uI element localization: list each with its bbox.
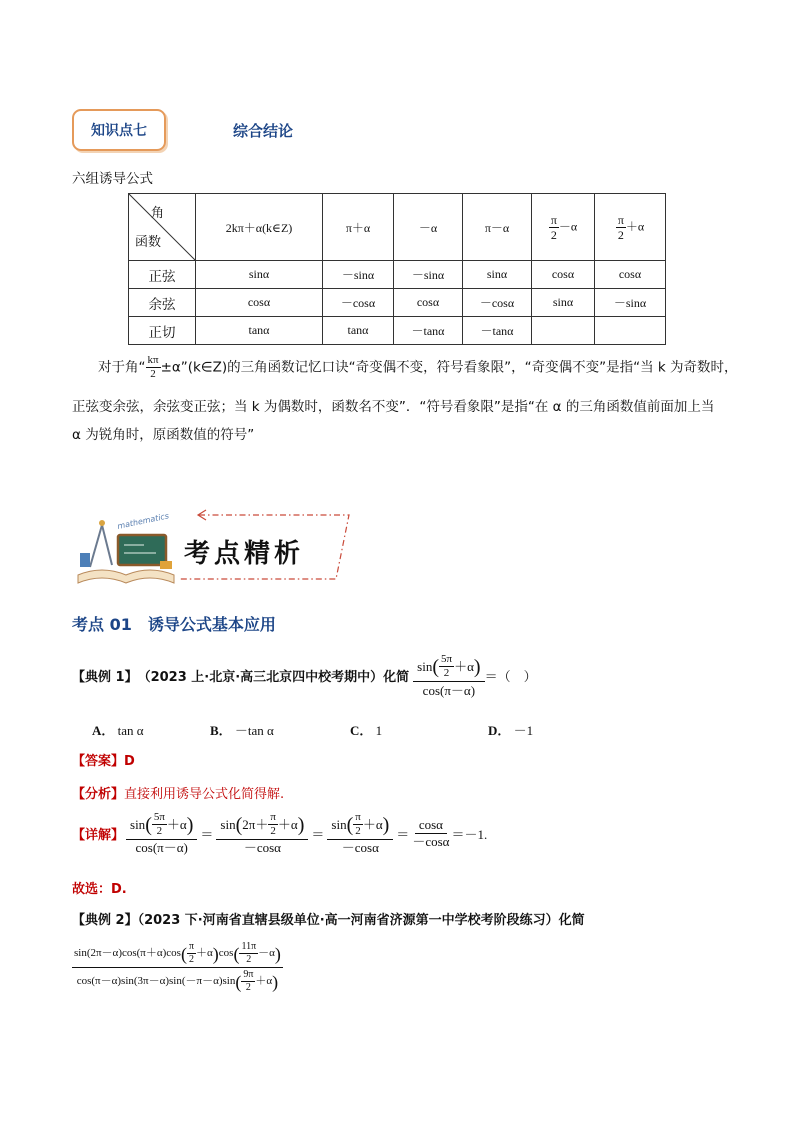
mnemonic-line-2: 正弦变余弦，余弦变正弦；当 k 为偶数时，函数名不变”．“符号看象限”是指“在 α 的三角函数值前面加上当 (72, 399, 715, 415)
table-header-cell: －α (394, 194, 463, 261)
row-label: 余弦 (129, 289, 196, 317)
example-1-expression: sin ( $\frac{5\pi}{2}$ ＋α ) cos(π－α) (413, 654, 484, 697)
detail-term-2: sin ( 2π＋ $\frac{\pi}{2}$ ＋α ) －cosα (216, 812, 308, 854)
table-cell (532, 317, 595, 345)
table-cell: cosα (196, 289, 323, 317)
knowledge-point-label: 知识点七 (91, 123, 147, 139)
analysis-line: 【分析】直接利用诱导公式化简得解. (72, 787, 285, 802)
table-cell: －sinα (394, 261, 463, 289)
example-2-tag: 【典例 2】 (72, 913, 138, 928)
exam-points-banner (74, 507, 354, 587)
table-cell: cosα (394, 289, 463, 317)
table-cell: －tanα (463, 317, 532, 345)
detail-term-3: sin ( $\frac{\pi}{2}$ ＋α ) －cosα (327, 812, 393, 854)
intro-text: 六组诱导公式 (72, 171, 153, 187)
option-d: D． －1 (488, 723, 534, 738)
section-heading: 考点 01 诱导公式基本应用 (72, 615, 276, 634)
table-row (129, 289, 666, 317)
corner-bottom-label: 函数 (135, 234, 162, 249)
row-label: 正弦 (129, 261, 196, 289)
knowledge-point-badge (72, 109, 166, 151)
table-header-cell: $\frac{\pi}{2}$ －α (532, 194, 595, 261)
table-cell: －sinα (323, 261, 394, 289)
table-row (129, 317, 666, 345)
example-2-source: （2023 下·河南省直辖县级单位·高一河南省济源第一中学校考阶段练习）化简 (137, 913, 585, 928)
knowledge-point-title: 综合结论 (233, 122, 294, 140)
example-1-question (72, 654, 537, 697)
pi-over-two-fraction: $\frac{\pi}{2}$ (617, 212, 624, 242)
corner-top-label: 角 (151, 205, 165, 220)
table-cell: tanα (196, 317, 323, 345)
table-cell: cosα (532, 261, 595, 289)
table-cell: cosα (595, 261, 666, 289)
table-header-cell: $\frac{\pi}{2}$ ＋α (595, 194, 666, 261)
table-cell: －cosα (323, 289, 394, 317)
table-header-cell: 2kπ＋α(k∈Z) (196, 194, 323, 261)
answer-line: 【答案】D (72, 754, 135, 769)
table-header-cell: π＋α (323, 194, 394, 261)
option-a: A． tan α (92, 723, 144, 738)
table-cell: －tanα (394, 317, 463, 345)
example-2-expression: sin(2π－α)cos(π＋α)cos ( $\frac{\pi}{2}$ ＋α ) cos ( $\frac{11\pi}{2}$ －α ) cos(π－α)sin(3π－α)sin(－π－α)sin ( $\frac{9\pi}{2}$ ＋α ) (74, 941, 281, 993)
banner-title: 考点精析 (184, 539, 305, 569)
example-1-source: （2023 上·北京·高三北京四中校考期中）化简 (137, 670, 410, 685)
detail-term-4: $\frac{\cos\alpha}{-\cos\alpha}$ (412, 817, 450, 849)
table-cell: sinα (532, 289, 595, 317)
detail-result: ＝－1. (451, 826, 488, 842)
row-label: 正切 (129, 317, 196, 345)
mnemonic-line-3: α 为锐角时，原函数值的符号” (72, 427, 255, 443)
conclusion-line: 故选：D. (72, 882, 127, 897)
k-pi-over-two-fraction: $\frac{k\pi}{2}$ (147, 354, 159, 380)
detail-term-1: sin ( $\frac{5\pi}{2}$ ＋α ) cos(π－α) (126, 812, 197, 854)
pi-over-two-fraction: $\frac{\pi}{2}$ (550, 212, 557, 242)
table-cell: －cosα (463, 289, 532, 317)
table-cell: sinα (196, 261, 323, 289)
table-corner-cell (129, 194, 196, 261)
example-1-tag: 【典例 1】 (72, 670, 138, 685)
table-cell (595, 317, 666, 345)
detail-derivation: 【详解】 sin ( $\frac{5\pi}{2}$ ＋α ) cos(π－α) ＝ sin ( 2π＋ $\frac{\pi}{2}$ ＋α ) －cosα ＝ sin ( $\frac{\pi}{2}$ ＋α ) －cosα ＝ $\frac{\cos\alpha}{-\cos\alpha}$ ＝－1. (72, 811, 488, 855)
table-row (129, 261, 666, 289)
induction-formula-table (128, 193, 666, 345)
example-1-blank: ＝（ ） (484, 670, 537, 685)
option-b: B． －tan α (210, 723, 274, 738)
table-cell: sinα (463, 261, 532, 289)
mnemonic-line-1: 对于角“ $\frac{k\pi}{2}$ ±α”(k∈Z)的三角函数记忆口诀“奇变偶不变，符号看象限”，“奇变偶不变”是指“当 k 为奇数时， (98, 354, 738, 380)
table-cell: tanα (323, 317, 394, 345)
table-cell: －sinα (595, 289, 666, 317)
answer-value: D (124, 754, 135, 769)
example-2-question (72, 909, 585, 928)
banner-math-text: mathematics (116, 511, 170, 531)
option-c: C． 1 (350, 723, 383, 738)
table-header-cell: π－α (463, 194, 532, 261)
